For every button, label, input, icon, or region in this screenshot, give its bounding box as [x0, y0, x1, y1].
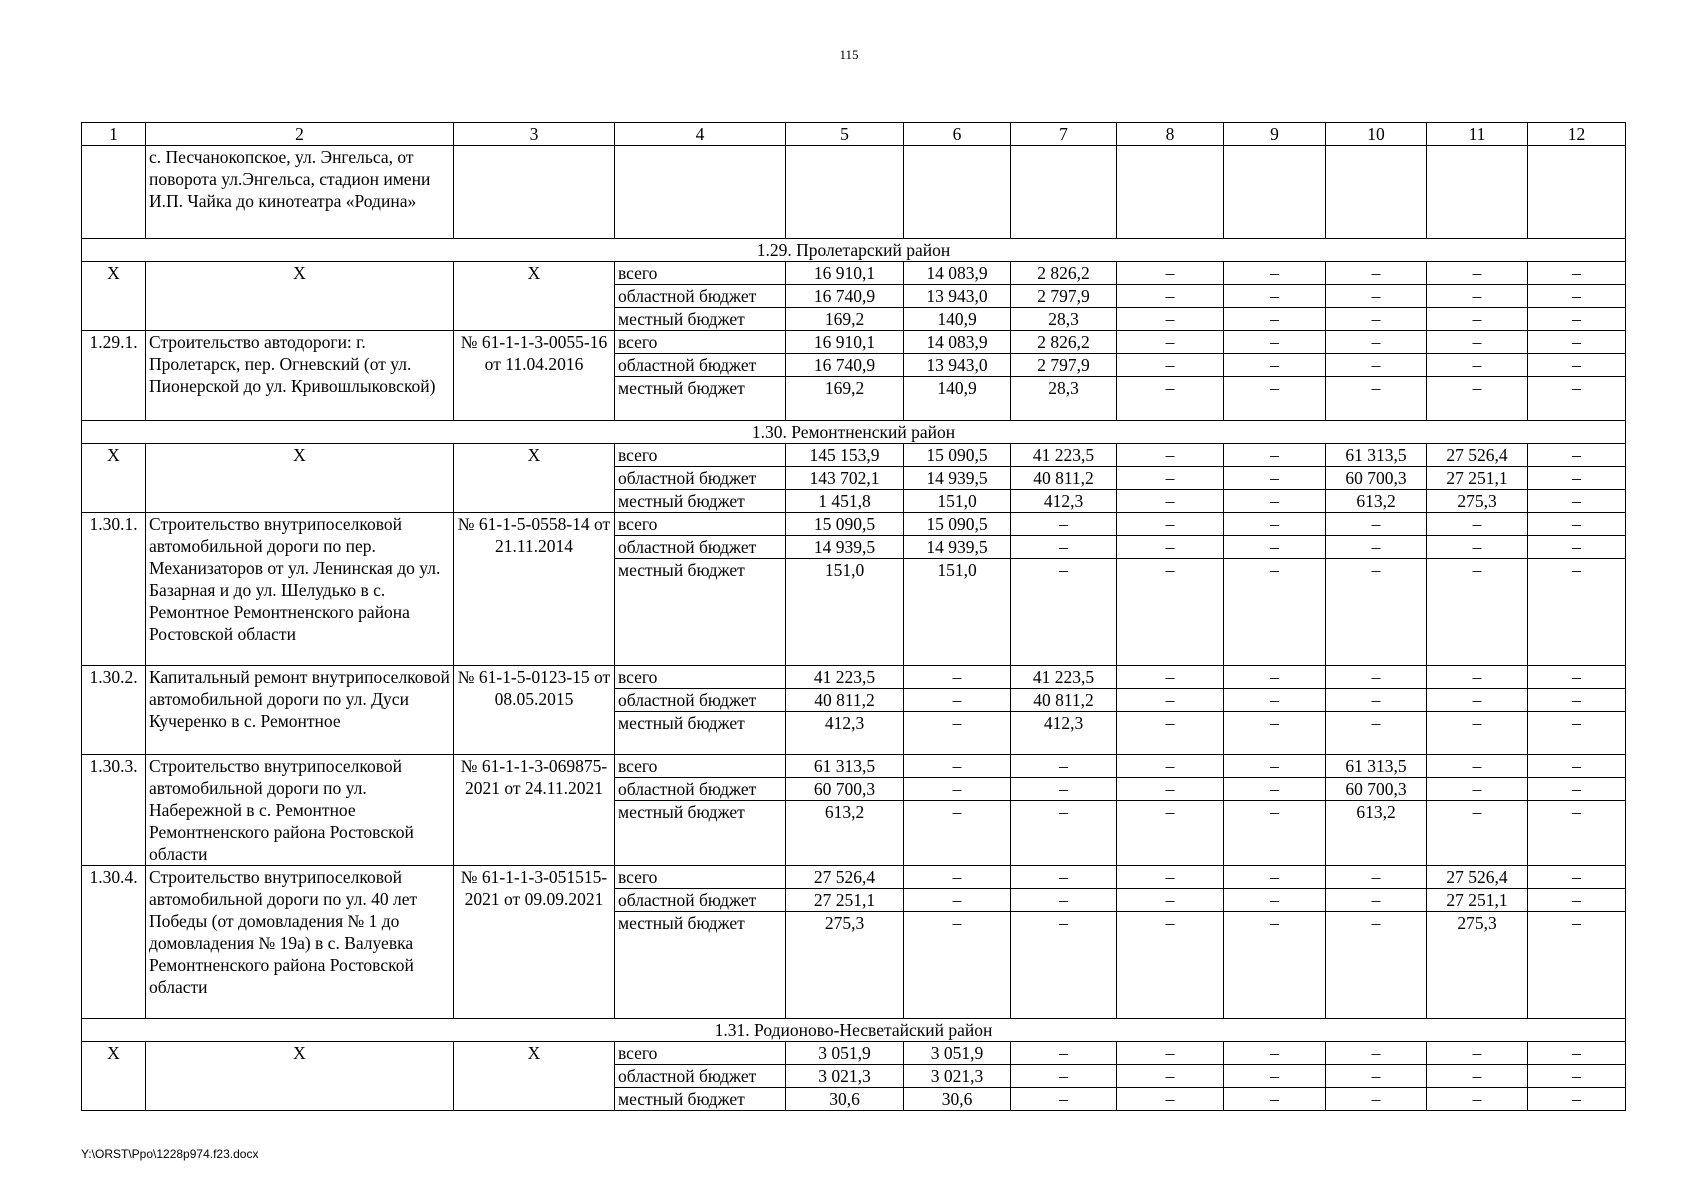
amount-cell: 169,2 — [786, 308, 904, 331]
header-row — [82, 123, 1626, 146]
amount-cell: 2 797,9 — [1011, 354, 1117, 377]
amount-cell: – — [1011, 1088, 1117, 1111]
cell-empty — [1326, 146, 1427, 239]
amount-cell: 41 223,5 — [1011, 444, 1117, 467]
amount-cell: – — [1117, 262, 1224, 285]
amount-cell: – — [1224, 262, 1326, 285]
item-row — [82, 866, 1626, 889]
amount-cell: 27 251,1 — [1427, 889, 1528, 912]
amount-cell: 27 526,4 — [786, 866, 904, 889]
amount-cell: – — [1528, 755, 1626, 778]
header-cell: 5 — [786, 123, 904, 146]
amount-cell: 151,0 — [904, 490, 1011, 513]
item-row — [82, 666, 1626, 689]
amount-cell: 169,2 — [786, 377, 904, 421]
funding-source-label: всего — [615, 444, 786, 467]
amount-cell: 412,3 — [1011, 712, 1117, 755]
amount-cell: – — [1011, 912, 1117, 1019]
amount-cell: – — [1117, 377, 1224, 421]
amount-cell: 16 740,9 — [786, 285, 904, 308]
amount-cell: 30,6 — [904, 1088, 1011, 1111]
amount-cell: 15 090,5 — [904, 513, 1011, 536]
amount-cell: – — [904, 778, 1011, 801]
financing-table — [81, 122, 1626, 1111]
funding-source-label: областной бюджет — [615, 1065, 786, 1088]
summary-marker: Х — [82, 444, 146, 513]
amount-cell: – — [1117, 444, 1224, 467]
amount-cell: – — [1528, 889, 1626, 912]
amount-cell: – — [1427, 1088, 1528, 1111]
cell-empty — [1427, 146, 1528, 239]
amount-cell: 2 826,2 — [1011, 262, 1117, 285]
summary-row — [82, 1042, 1626, 1065]
amount-cell: – — [1427, 377, 1528, 421]
cell-empty — [904, 146, 1011, 239]
continuation-name: с. Песчанокопское, ул. Энгельса, от поворота ул.Энгельса, стадион имени И.П. Чайка до кинотеатра «Родина» — [146, 146, 454, 239]
amount-cell: 2 797,9 — [1011, 285, 1117, 308]
item-name: Капитальный ремонт внутрипоселковой автомобильной дороги по ул. Дуси Кучеренко в с. Ремонтное — [146, 666, 454, 755]
amount-cell: – — [1117, 308, 1224, 331]
funding-source-label: местный бюджет — [615, 712, 786, 755]
amount-cell: – — [1427, 262, 1528, 285]
amount-cell: – — [1427, 331, 1528, 354]
item-number: 1.29.1. — [82, 331, 146, 421]
funding-source-label: областной бюджет — [615, 354, 786, 377]
amount-cell: 140,9 — [904, 308, 1011, 331]
amount-cell: – — [1117, 801, 1224, 866]
amount-cell: – — [1011, 755, 1117, 778]
amount-cell: – — [904, 801, 1011, 866]
cell-empty — [615, 146, 786, 239]
summary-marker: Х — [82, 1042, 146, 1111]
amount-cell: – — [1224, 1088, 1326, 1111]
amount-cell: – — [1224, 755, 1326, 778]
amount-cell: – — [1224, 513, 1326, 536]
amount-cell: 151,0 — [786, 559, 904, 666]
amount-cell: – — [1224, 536, 1326, 559]
amount-cell: – — [1326, 1065, 1427, 1088]
funding-source-label: областной бюджет — [615, 778, 786, 801]
amount-cell: 16 910,1 — [786, 331, 904, 354]
funding-source-label: всего — [615, 331, 786, 354]
amount-cell: – — [904, 666, 1011, 689]
amount-cell: – — [1011, 1065, 1117, 1088]
item-document: № 61-1-1-3-069875-2021 от 24.11.2021 — [454, 755, 615, 866]
amount-cell: – — [1224, 712, 1326, 755]
amount-cell: 13 943,0 — [904, 285, 1011, 308]
cell-empty — [786, 146, 904, 239]
item-document: № 61-1-5-0558-14 от 21.11.2014 — [454, 513, 615, 666]
amount-cell: – — [1326, 285, 1427, 308]
amount-cell: – — [904, 912, 1011, 1019]
funding-source-label: всего — [615, 666, 786, 689]
summary-marker: Х — [146, 444, 454, 513]
amount-cell: – — [1326, 912, 1427, 1019]
amount-cell: – — [1224, 467, 1326, 490]
amount-cell: 412,3 — [786, 712, 904, 755]
header-cell: 11 — [1427, 123, 1528, 146]
amount-cell: – — [1224, 866, 1326, 889]
summary-marker: Х — [454, 262, 615, 331]
amount-cell: – — [1117, 354, 1224, 377]
amount-cell: – — [1528, 354, 1626, 377]
amount-cell: – — [1528, 331, 1626, 354]
funding-source-label: местный бюджет — [615, 490, 786, 513]
item-document: № 61-1-1-3-0055-16 от 11.04.2016 — [454, 331, 615, 421]
funding-source-label: местный бюджет — [615, 559, 786, 666]
amount-cell: – — [1224, 444, 1326, 467]
amount-cell: – — [1326, 1088, 1427, 1111]
funding-source-label: всего — [615, 1042, 786, 1065]
header-cell: 10 — [1326, 123, 1427, 146]
amount-cell: – — [1528, 513, 1626, 536]
item-document: № 61-1-1-3-051515-2021 от 09.09.2021 — [454, 866, 615, 1019]
amount-cell: – — [1326, 889, 1427, 912]
item-name: Строительство внутрипоселковой автомобильной дороги по пер. Механизаторов от ул. Ленинская до ул. Базарная и до ул. Шелудько в с. Ремонтное Ремонтненского района Ростовской области — [146, 513, 454, 666]
amount-cell: 60 700,3 — [1326, 467, 1427, 490]
funding-source-label: областной бюджет — [615, 689, 786, 712]
amount-cell: – — [1528, 712, 1626, 755]
amount-cell: – — [1117, 467, 1224, 490]
funding-source-label: местный бюджет — [615, 308, 786, 331]
amount-cell: – — [1528, 1088, 1626, 1111]
cell-empty — [1117, 146, 1224, 239]
header-cell: 3 — [454, 123, 615, 146]
amount-cell: 13 943,0 — [904, 354, 1011, 377]
amount-cell: 14 939,5 — [904, 536, 1011, 559]
amount-cell: 61 313,5 — [786, 755, 904, 778]
table-body — [82, 123, 1626, 1111]
amount-cell: 16 740,9 — [786, 354, 904, 377]
header-cell: 1 — [82, 123, 146, 146]
funding-source-label: областной бюджет — [615, 467, 786, 490]
amount-cell: – — [1528, 285, 1626, 308]
amount-cell: – — [1326, 513, 1427, 536]
funding-source-label: областной бюджет — [615, 889, 786, 912]
amount-cell: – — [1427, 666, 1528, 689]
file-path-footer: Y:\ORST\Ppo\1228p974.f23.docx — [81, 1147, 259, 1161]
amount-cell: 14 083,9 — [904, 262, 1011, 285]
amount-cell: 61 313,5 — [1326, 444, 1427, 467]
amount-cell: – — [1528, 1042, 1626, 1065]
amount-cell: – — [1326, 666, 1427, 689]
amount-cell: – — [1011, 1042, 1117, 1065]
header-cell: 9 — [1224, 123, 1326, 146]
amount-cell: 140,9 — [904, 377, 1011, 421]
amount-cell: – — [1326, 308, 1427, 331]
amount-cell: – — [1117, 1042, 1224, 1065]
amount-cell: – — [1224, 666, 1326, 689]
item-number: 1.30.4. — [82, 866, 146, 1019]
amount-cell: 3 051,9 — [904, 1042, 1011, 1065]
amount-cell: – — [1427, 1042, 1528, 1065]
amount-cell: – — [1528, 444, 1626, 467]
funding-source-label: всего — [615, 866, 786, 889]
amount-cell: 3 051,9 — [786, 1042, 904, 1065]
amount-cell: 15 090,5 — [786, 513, 904, 536]
amount-cell: – — [1326, 377, 1427, 421]
amount-cell: – — [1326, 262, 1427, 285]
amount-cell: 613,2 — [1326, 490, 1427, 513]
section-title-row — [82, 239, 1626, 262]
item-name: Строительство внутрипоселковой автомобильной дороги по ул. Набережной в с. Ремонтное Ремонтненского района Ростовской области — [146, 755, 454, 866]
amount-cell: – — [904, 755, 1011, 778]
amount-cell: 14 083,9 — [904, 331, 1011, 354]
summary-row — [82, 444, 1626, 467]
amount-cell: – — [1326, 866, 1427, 889]
amount-cell: 3 021,3 — [786, 1065, 904, 1088]
cell-empty — [1224, 146, 1326, 239]
section-title-row — [82, 1019, 1626, 1042]
amount-cell: 27 251,1 — [786, 889, 904, 912]
amount-cell: – — [1427, 801, 1528, 866]
amount-cell: – — [1528, 559, 1626, 666]
amount-cell: – — [1224, 490, 1326, 513]
amount-cell: – — [1528, 866, 1626, 889]
item-name: Строительство автодороги: г. Пролетарск, пер. Огневский (от ул. Пионерской до ул. Кривошлыковской) — [146, 331, 454, 421]
amount-cell: – — [1011, 536, 1117, 559]
amount-cell: – — [1117, 666, 1224, 689]
amount-cell: – — [1117, 689, 1224, 712]
amount-cell: – — [1117, 912, 1224, 1019]
summary-marker: Х — [454, 444, 615, 513]
funding-source-label: областной бюджет — [615, 536, 786, 559]
amount-cell: 14 939,5 — [904, 467, 1011, 490]
amount-cell: 27 526,4 — [1427, 444, 1528, 467]
amount-cell: – — [1224, 377, 1326, 421]
amount-cell: – — [1224, 889, 1326, 912]
amount-cell: 30,6 — [786, 1088, 904, 1111]
amount-cell: 3 021,3 — [904, 1065, 1011, 1088]
amount-cell: – — [1224, 1042, 1326, 1065]
amount-cell: 27 526,4 — [1427, 866, 1528, 889]
amount-cell: – — [904, 889, 1011, 912]
amount-cell: 1 451,8 — [786, 490, 904, 513]
amount-cell: – — [1117, 866, 1224, 889]
amount-cell: 613,2 — [1326, 801, 1427, 866]
amount-cell: – — [1117, 536, 1224, 559]
amount-cell: – — [1427, 712, 1528, 755]
amount-cell: 275,3 — [786, 912, 904, 1019]
item-row — [82, 513, 1626, 536]
amount-cell: – — [1528, 801, 1626, 866]
amount-cell: – — [1528, 536, 1626, 559]
amount-cell: – — [1427, 689, 1528, 712]
item-number: 1.30.2. — [82, 666, 146, 755]
cell-empty — [1011, 146, 1117, 239]
amount-cell: – — [1326, 354, 1427, 377]
amount-cell: – — [1528, 467, 1626, 490]
amount-cell: – — [1427, 1065, 1528, 1088]
funding-source-label: местный бюджет — [615, 912, 786, 1019]
amount-cell: – — [1528, 778, 1626, 801]
amount-cell: – — [904, 712, 1011, 755]
header-cell: 7 — [1011, 123, 1117, 146]
amount-cell: – — [1224, 1065, 1326, 1088]
item-name: Строительство внутрипоселковой автомобильной дороги по ул. 40 лет Победы (от домовладения № 1 до домовладения № 19а) в с. Валуевка Ремонтненского района Ростовской области — [146, 866, 454, 1019]
amount-cell: – — [1528, 377, 1626, 421]
continuation-row — [82, 146, 1626, 239]
amount-cell: – — [1427, 536, 1528, 559]
amount-cell: 613,2 — [786, 801, 904, 866]
cell-empty — [454, 146, 615, 239]
amount-cell: – — [1224, 285, 1326, 308]
amount-cell: 60 700,3 — [786, 778, 904, 801]
amount-cell: 41 223,5 — [786, 666, 904, 689]
amount-cell: – — [1224, 778, 1326, 801]
amount-cell: – — [1528, 308, 1626, 331]
amount-cell: 412,3 — [1011, 490, 1117, 513]
amount-cell: – — [1326, 331, 1427, 354]
amount-cell: 16 910,1 — [786, 262, 904, 285]
amount-cell: – — [1528, 666, 1626, 689]
amount-cell: – — [1326, 712, 1427, 755]
amount-cell: – — [1011, 866, 1117, 889]
amount-cell: – — [1224, 801, 1326, 866]
summary-marker: Х — [146, 1042, 454, 1111]
section-title: 1.31. Родионово-Несветайский район — [82, 1019, 1626, 1042]
page-number: 115 — [839, 47, 859, 62]
item-number: 1.30.1. — [82, 513, 146, 666]
header-cell: 8 — [1117, 123, 1224, 146]
amount-cell: – — [1224, 559, 1326, 666]
amount-cell: – — [1011, 801, 1117, 866]
amount-cell: – — [1117, 778, 1224, 801]
item-row — [82, 331, 1626, 354]
section-title: 1.30. Ремонтненский район — [82, 421, 1626, 444]
summary-marker: Х — [454, 1042, 615, 1111]
amount-cell: – — [904, 866, 1011, 889]
amount-cell: 40 811,2 — [786, 689, 904, 712]
item-number: 1.30.3. — [82, 755, 146, 866]
amount-cell: – — [1011, 778, 1117, 801]
amount-cell: – — [1117, 889, 1224, 912]
amount-cell: – — [1011, 889, 1117, 912]
amount-cell: – — [1528, 490, 1626, 513]
amount-cell: – — [1224, 912, 1326, 1019]
amount-cell: – — [1427, 513, 1528, 536]
cell-empty — [82, 146, 146, 239]
amount-cell: – — [1011, 513, 1117, 536]
amount-cell: – — [1326, 536, 1427, 559]
amount-cell: – — [1117, 1088, 1224, 1111]
header-cell: 12 — [1528, 123, 1626, 146]
amount-cell: 40 811,2 — [1011, 467, 1117, 490]
amount-cell: – — [1427, 755, 1528, 778]
amount-cell: – — [1427, 778, 1528, 801]
amount-cell: – — [1427, 285, 1528, 308]
section-title-row — [82, 421, 1626, 444]
amount-cell: 275,3 — [1427, 912, 1528, 1019]
amount-cell: – — [1117, 712, 1224, 755]
amount-cell: 61 313,5 — [1326, 755, 1427, 778]
amount-cell: 2 826,2 — [1011, 331, 1117, 354]
header-cell: 6 — [904, 123, 1011, 146]
amount-cell: – — [1427, 354, 1528, 377]
amount-cell: – — [1117, 490, 1224, 513]
amount-cell: 151,0 — [904, 559, 1011, 666]
amount-cell: – — [1117, 331, 1224, 354]
amount-cell: – — [1224, 331, 1326, 354]
section-title: 1.29. Пролетарский район — [82, 239, 1626, 262]
summary-row — [82, 262, 1626, 285]
amount-cell: – — [1427, 308, 1528, 331]
amount-cell: – — [1528, 1065, 1626, 1088]
amount-cell: 143 702,1 — [786, 467, 904, 490]
amount-cell: – — [904, 689, 1011, 712]
amount-cell: – — [1224, 689, 1326, 712]
amount-cell: – — [1117, 513, 1224, 536]
amount-cell: – — [1326, 1042, 1427, 1065]
amount-cell: – — [1117, 755, 1224, 778]
item-row — [82, 755, 1626, 778]
funding-source-label: местный бюджет — [615, 1088, 786, 1111]
funding-source-label: всего — [615, 262, 786, 285]
amount-cell: 41 223,5 — [1011, 666, 1117, 689]
amount-cell: 60 700,3 — [1326, 778, 1427, 801]
amount-cell: – — [1528, 262, 1626, 285]
summary-marker: Х — [82, 262, 146, 331]
amount-cell: 28,3 — [1011, 308, 1117, 331]
funding-source-label: всего — [615, 513, 786, 536]
amount-cell: 15 090,5 — [904, 444, 1011, 467]
amount-cell: – — [1224, 354, 1326, 377]
funding-source-label: областной бюджет — [615, 285, 786, 308]
summary-marker: Х — [146, 262, 454, 331]
amount-cell: 275,3 — [1427, 490, 1528, 513]
amount-cell: 40 811,2 — [1011, 689, 1117, 712]
funding-source-label: местный бюджет — [615, 801, 786, 866]
amount-cell: – — [1011, 559, 1117, 666]
amount-cell: 28,3 — [1011, 377, 1117, 421]
funding-source-label: местный бюджет — [615, 377, 786, 421]
funding-source-label: всего — [615, 755, 786, 778]
amount-cell: – — [1528, 689, 1626, 712]
cell-empty — [1528, 146, 1626, 239]
amount-cell: – — [1528, 912, 1626, 1019]
amount-cell: – — [1117, 285, 1224, 308]
amount-cell: 14 939,5 — [786, 536, 904, 559]
amount-cell: – — [1117, 1065, 1224, 1088]
amount-cell: – — [1427, 559, 1528, 666]
item-document: № 61-1-5-0123-15 от 08.05.2015 — [454, 666, 615, 755]
header-cell: 4 — [615, 123, 786, 146]
amount-cell: – — [1224, 308, 1326, 331]
header-cell: 2 — [146, 123, 454, 146]
amount-cell: – — [1326, 559, 1427, 666]
amount-cell: 27 251,1 — [1427, 467, 1528, 490]
amount-cell: – — [1326, 689, 1427, 712]
amount-cell: – — [1117, 559, 1224, 666]
amount-cell: 145 153,9 — [786, 444, 904, 467]
